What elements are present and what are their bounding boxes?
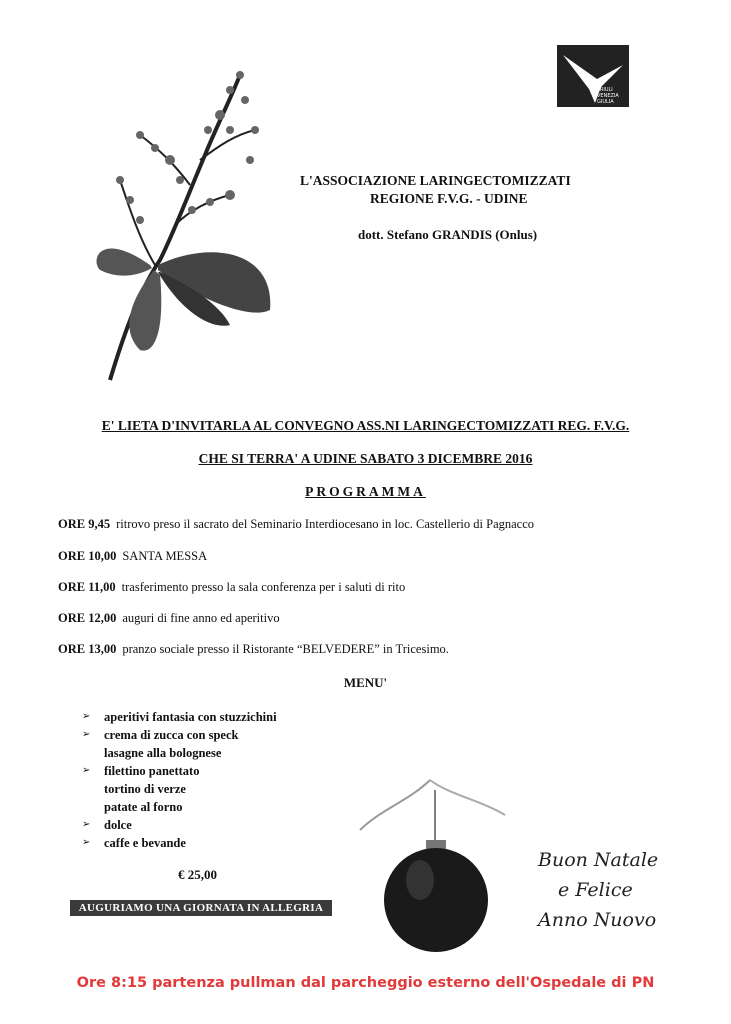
menu-price: € 25,00 <box>178 867 217 882</box>
christmas-branch-illustration <box>80 60 280 390</box>
menu-item: tortino di verze <box>104 782 186 796</box>
program-text: pranzo sociale presso il Ristorante “BELVEDERE” in Tricesimo. <box>122 642 449 656</box>
program-text: ritrovo preso il sacrato del Seminario Interdiocesano in loc. Castellerio di Pagnacco <box>116 517 535 531</box>
program-text: SANTA MESSA <box>122 549 208 563</box>
organization-name: L'ASSOCIAZIONE LARINGECTOMIZZATI <box>300 173 571 188</box>
menu-item: lasagne alla bolognese <box>104 746 222 760</box>
program-item <box>58 611 698 626</box>
program-time: ORE 11,00 <box>58 580 116 594</box>
logo-text-2: VENEZIA <box>597 93 619 99</box>
menu-list <box>82 708 277 852</box>
invite-line-1: E' LIETA D'INVITARLA AL CONVEGNO ASS.NI LARINGECTOMIZZATI REG. F.V.G. <box>101 418 630 433</box>
christmas-ornament-illustration <box>340 770 520 970</box>
program-time: ORE 13,00 <box>58 642 117 656</box>
menu-item: ➢ dolce <box>82 816 277 834</box>
program-item <box>58 580 698 595</box>
greeting-line-3: Anno Nuovo <box>538 909 657 931</box>
programma-title: PROGRAMMA <box>305 484 426 499</box>
program-time: ORE 10,00 <box>58 549 117 563</box>
program-time: ORE 9,45 <box>58 517 111 531</box>
eagle-icon <box>557 45 629 107</box>
bus-departure-notice: Ore 8:15 partenza pullman dal parcheggio esterno dell'Ospedale di PN <box>76 975 655 991</box>
menu-item: ➢ crema di zucca con speck <box>82 726 277 744</box>
program-time: ORE 12,00 <box>58 611 117 625</box>
program-item <box>58 549 698 564</box>
menu-title: MENU' <box>343 675 388 690</box>
program-text: trasferimento presso la sala conferenza per i saluti di rito <box>121 580 406 594</box>
invite-line-2: CHE SI TERRA' A UDINE SABATO 3 DICEMBRE 2016 <box>198 451 533 466</box>
holiday-greeting <box>520 845 700 935</box>
organization-region: REGIONE F.V.G. - UDINE <box>370 191 528 206</box>
greeting-banner: AUGURIAMO UNA GIORNATA IN ALLEGRIA <box>70 900 332 916</box>
organization-header <box>300 172 640 244</box>
greeting-line-2: e Felice <box>558 879 633 901</box>
logo-text-3: GIULIA <box>597 99 614 105</box>
program-item <box>58 642 698 657</box>
program-item <box>58 517 698 532</box>
logo-text-1: FRIULI <box>597 87 613 93</box>
region-logo <box>557 45 629 107</box>
organization-president: dott. Stefano GRANDIS (Onlus) <box>358 227 538 242</box>
menu-item: ➢ filettino panettato <box>82 762 277 780</box>
menu-item: ➢ aperitivi fantasia con stuzzichini <box>82 708 277 726</box>
program-text: auguri di fine anno ed aperitivo <box>122 611 280 625</box>
menu-item: ➢ caffe e bevande <box>82 834 277 852</box>
greeting-line-1: Buon Natale <box>538 849 659 871</box>
menu-item: patate al forno <box>104 800 183 814</box>
